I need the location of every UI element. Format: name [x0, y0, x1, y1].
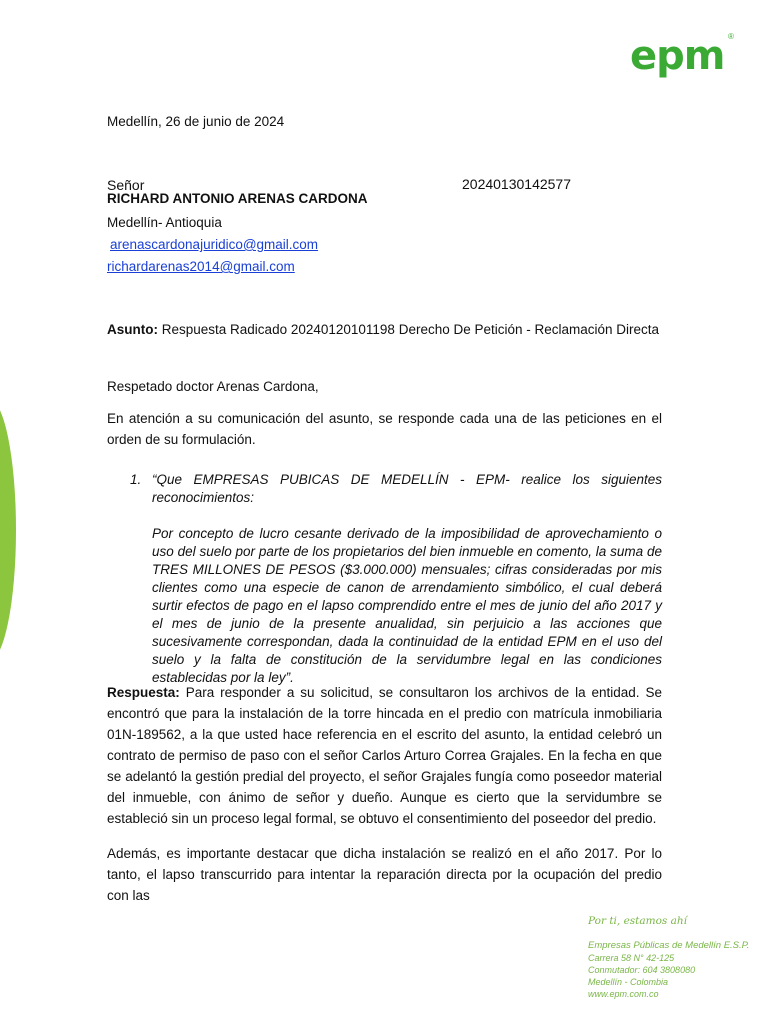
- petition-body: Por concepto de lucro cesante derivado de la imposibilidad de aprovechamiento o uso del suelo por parte de los propietarios del bien inmueble en comento, la suma de TRES MILLONES DE PESOS ($3.000.000) mensuales; cifras consideradas por mis clientes como una especie de canon de arrendamiento simbólico, el cual deberá surtir efectos de pago en el lapso comprendido entre el mes de junio del año 2017 y el mes de junio de la presente anualidad, sin perjuicio a las acciones que sucesivamente correspondan, dada la continuidad de la entidad EPM en el uso del suelo y la falta de constitución de la servidumbre legal en las condiciones establecidas por la ley”.: [152, 526, 662, 685]
- footer-website-link[interactable]: www.epm.com.co: [588, 989, 659, 999]
- recipient-city: Medellín- Antioquia: [107, 215, 222, 230]
- response-label: Respuesta:: [107, 685, 180, 700]
- recipient-email-link-2[interactable]: richardarenas2014@gmail.com: [107, 259, 295, 274]
- footer-company: Empresas Públicas de Medellín E.S.P.: [588, 940, 750, 951]
- footer-phone: Conmutador: 604 3808080: [588, 965, 696, 975]
- epm-logo: [630, 30, 742, 82]
- recipient-email-link-1[interactable]: arenascardonajuridico@gmail.com: [110, 237, 319, 252]
- footer-contact: [588, 914, 763, 1000]
- decorative-green-arc: [0, 398, 16, 662]
- response-text: Para responder a su solicitud, se consultaron los archivos de la entidad. Se encontró que para la instalación de la torre hincada en el predio con matrícula inmobiliaria 01N-189562, a la que usted hace referencia en el escrito del asunto, la entidad celebró un contrato de permiso de paso con el señor Carlos Arturo Correa Grajales. En la fecha en que se adelantó la gestión predial del proyecto, el señor Grajales fungía como poseedor material del inmueble, con ánimo de señor y dueño. Aunque es cierto que la servidumbre se estableció sin un proceso legal formal, se obtuvo el consentimiento del poseedor del predio.: [107, 685, 662, 826]
- subject-text: Respuesta Radicado 20240120101198 Derecho De Petición - Reclamación Directa: [158, 322, 660, 337]
- subject-label: Asunto:: [107, 322, 158, 337]
- radicado-number: 20240130142577: [462, 176, 572, 192]
- intro-paragraph: En atención a su comunicación del asunto, se responde cada una de las peticiones en el orden de su formulación.: [107, 411, 662, 447]
- recipient-name: RICHARD ANTONIO ARENAS CARDONA: [107, 191, 368, 206]
- letter-date: Medellín, 26 de junio de 2024: [107, 114, 285, 129]
- petition-intro: “Que EMPRESAS PUBICAS DE MEDELLÍN - EPM- realice los siguientes reconocimientos:: [152, 472, 662, 505]
- petition-number: 1.: [130, 472, 142, 487]
- recipient-salutation: Señor: [107, 177, 145, 193]
- greeting: Respetado doctor Arenas Cardona,: [107, 379, 319, 394]
- subject-line: [107, 319, 659, 340]
- ademas-paragraph: Además, es importante destacar que dicha instalación se realizó en el año 2017. Por lo tanto, el lapso transcurrido para intentar la reparación directa por la ocupación del predio con las: [107, 846, 662, 903]
- logo-wordmark: epm: [630, 33, 725, 79]
- registered-mark: ®: [728, 32, 734, 41]
- footer-slogan: Por ti, estamos ahí: [588, 915, 688, 927]
- footer-address: Carrera 58 N° 42-125: [588, 953, 675, 963]
- response-paragraph: [107, 682, 662, 829]
- footer-city: Medellín - Colombia: [588, 977, 669, 987]
